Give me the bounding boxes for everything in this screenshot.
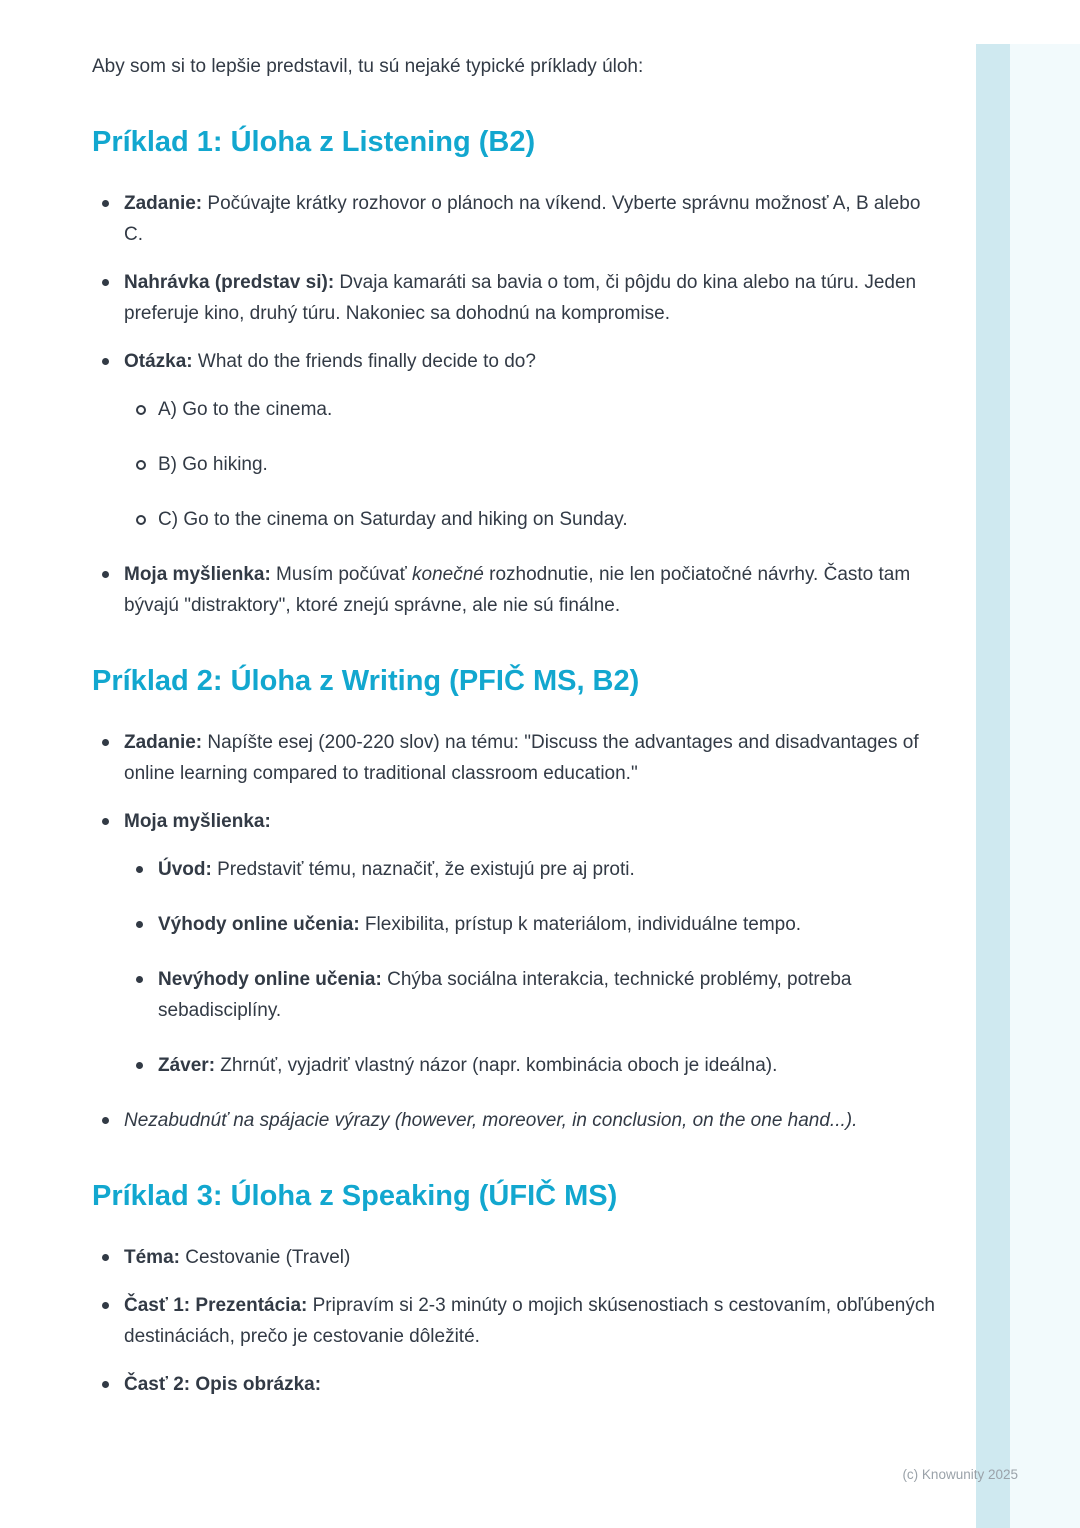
bullet-icon (102, 739, 109, 746)
bullet-icon (102, 1381, 109, 1388)
section-title: Príklad 1: Úloha z Listening (B2) (92, 126, 536, 158)
bullet-icon (102, 1302, 109, 1309)
list-item (126, 504, 942, 535)
list-item (92, 346, 942, 377)
list-item (92, 806, 942, 837)
section-title: Príklad 2: Úloha z Writing (PFIČ MS, B2) (92, 665, 640, 697)
bullet-icon (102, 1254, 109, 1261)
text-segment: Napíšte esej (200-220 slov) na tému: "Discuss the advantages and disadvantages of online learning compared to traditional classroom education." (124, 732, 919, 784)
list-item (126, 964, 942, 1026)
list-item (92, 1105, 942, 1136)
list-item (126, 449, 942, 480)
bullet-icon (102, 279, 109, 286)
text-segment: Cestovanie (Travel) (179, 1247, 351, 1268)
bullet-icon (136, 1062, 143, 1069)
section (92, 663, 942, 1136)
bullet-icon (102, 200, 109, 207)
text-segment: C) Go to the cinema on Saturday and hiking on Sunday. (158, 509, 628, 530)
text-segment: Moja myšlienka: (124, 811, 271, 832)
text-segment: rozhodnutie, nie len počiatočné návrhy. Často tam bývajú "distraktory", ktoré znejú správne, ale nie sú finálne. (124, 564, 911, 616)
list-item (92, 559, 942, 621)
text-segment: Musím počúvať (270, 564, 413, 585)
text-segment: Pripravím si 2-3 minúty o mojich skúsenostiach s cestovaním, obľúbených destináciách, prečo je cestovanie dôležité. (124, 1295, 935, 1347)
section (92, 1178, 942, 1400)
bullet-icon (136, 976, 143, 983)
copyright-note: (c) Knowunity 2025 (902, 1467, 1018, 1482)
bullet-icon (102, 571, 109, 578)
text-segment: Nahrávka (predstav si): (124, 272, 335, 293)
list-item (92, 188, 942, 250)
text-segment: What do the friends finally decide to do? (192, 351, 536, 372)
text-segment: Moja myšlienka: (124, 564, 271, 585)
bullet-icon (136, 866, 143, 873)
text-segment: Počúvajte krátky rozhovor o plánoch na víkend. Vyberte správnu možnosť A, B alebo C. (124, 193, 921, 245)
bullet-icon (102, 1117, 109, 1124)
text-segment: Chýba sociálna interakcia, technické problémy, potreba sebadisciplíny. (158, 969, 852, 1021)
circle-bullet-icon (136, 405, 146, 415)
section (92, 124, 942, 621)
text-segment: Záver: (158, 1055, 216, 1076)
text-segment: Úvod: (158, 859, 212, 880)
list-item (92, 727, 942, 789)
list-item (92, 1290, 942, 1352)
text-segment: Dvaja kamaráti sa bavia o tom, či pôjdu do kina alebo na túru. Jeden preferuje kino, druhý túru. Nakoniec sa dohodnú na kompromise. (124, 272, 917, 324)
text-segment: Zadanie: (124, 193, 203, 214)
page-edge-strip-outer (1010, 44, 1080, 1528)
list-item (92, 1369, 942, 1400)
list-item (126, 394, 942, 425)
text-segment: Predstaviť tému, naznačiť, že existujú pre aj proti. (211, 859, 635, 880)
circle-bullet-icon (136, 515, 146, 525)
list-item (92, 267, 942, 329)
circle-bullet-icon (136, 460, 146, 470)
text-segment: Časť 1: Prezentácia: (124, 1295, 308, 1316)
text-segment: Časť 2: Opis obrázka: (124, 1374, 322, 1395)
text-segment: konečné (412, 564, 484, 585)
text-segment: Nevýhody online učenia: (158, 969, 382, 990)
text-segment: Flexibilita, prístup k materiálom, individuálne tempo. (359, 914, 802, 935)
page-edge-strip (976, 44, 1010, 1528)
list-item (126, 854, 942, 885)
document-content (92, 52, 942, 1417)
text-segment: Zadanie: (124, 732, 203, 753)
text-segment: A) Go to the cinema. (158, 399, 333, 420)
text-segment: Nezabudnúť na spájacie výrazy (however, moreover, in conclusion, on the one hand...). (124, 1110, 858, 1131)
section-title: Príklad 3: Úloha z Speaking (ÚFIČ MS) (92, 1180, 618, 1212)
list-item (92, 1242, 942, 1273)
text-segment: B) Go hiking. (158, 454, 268, 475)
text-segment: Otázka: (124, 351, 193, 372)
bullet-icon (136, 921, 143, 928)
text-segment: Zhrnúť, vyjadriť vlastný názor (napr. kombinácia oboch je ideálna). (215, 1055, 778, 1076)
bullet-icon (102, 818, 109, 825)
sections (92, 124, 942, 1400)
text-segment: Výhody online učenia: (158, 914, 360, 935)
text-segment: Téma: (124, 1247, 180, 1268)
list-item (126, 909, 942, 940)
list-item (126, 1050, 942, 1081)
bullet-icon (102, 358, 109, 365)
intro-paragraph: Aby som si to lepšie predstavil, tu sú nejaké typické príklady úloh: (92, 56, 644, 77)
